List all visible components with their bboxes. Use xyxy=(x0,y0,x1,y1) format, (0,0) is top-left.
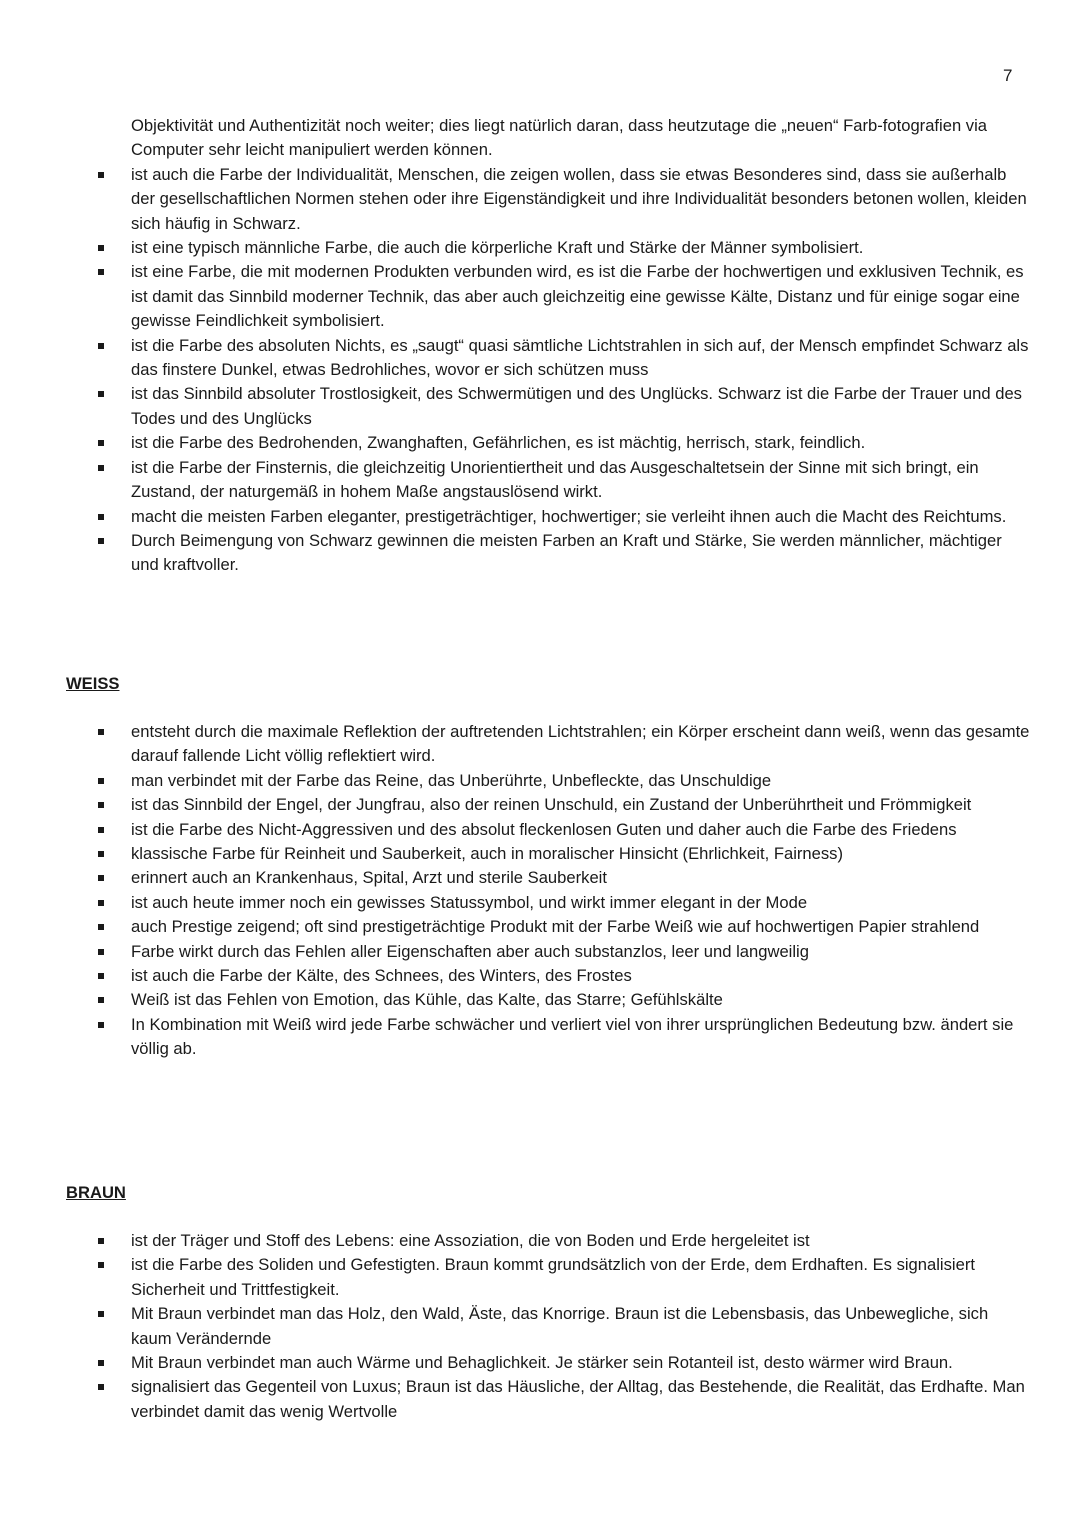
heading-weiss: WEISS xyxy=(66,674,120,693)
list-item: Farbe wirkt durch das Fehlen aller Eigenschaften aber auch substanzlos, leer und langweilig xyxy=(90,940,1030,964)
list-item: ist die Farbe des absoluten Nichts, es „saugt“ quasi sämtliche Lichtstrahlen in sich auf, der Mensch empfindet Schwarz als das finstere Dunkel, etwas Bedrohliches, wovor er sich schützen muss xyxy=(90,334,1030,383)
list-item: ist die Farbe des Nicht-Aggressiven und des absolut fleckenlosen Guten und daher auch die Farbe des Friedens xyxy=(90,818,1030,842)
section-weiss xyxy=(90,720,1030,1062)
list-item: ist die Farbe des Bedrohenden, Zwanghaften, Gefährlichen, es ist mächtig, herrisch, stark, feindlich. xyxy=(90,431,1030,455)
list-item: signalisiert das Gegenteil von Luxus; Braun ist das Häusliche, der Alltag, das Bestehende, die Realität, das Erdhafte. Man verbindet damit das wenig Wertvolle xyxy=(90,1375,1030,1424)
list-item: auch Prestige zeigend; oft sind prestigeträchtige Produkt mit der Farbe Weiß wie auf hochwertigen Papier strahlend xyxy=(90,915,1030,939)
list-item: Weiß ist das Fehlen von Emotion, das Kühle, das Kalte, das Starre; Gefühlskälte xyxy=(90,988,1030,1012)
list-item: ist der Träger und Stoff des Lebens: eine Assoziation, die von Boden und Erde hergeleitet ist xyxy=(90,1229,1030,1253)
list-item: man verbindet mit der Farbe das Reine, das Unberührte, Unbefleckte, das Unschuldige xyxy=(90,769,1030,793)
list-item: ist auch die Farbe der Kälte, des Schnees, des Winters, des Frostes xyxy=(90,964,1030,988)
section-schwarz xyxy=(90,114,1030,578)
list-item: ist das Sinnbild absoluter Trostlosigkeit, des Schwermütigen und des Unglücks. Schwarz ist die Farbe der Trauer und des Todes und des Unglücks xyxy=(90,382,1030,431)
weiss-list xyxy=(90,720,1030,1062)
list-item: klassische Farbe für Reinheit und Sauberkeit, auch in moralischer Hinsicht (Ehrlichkeit, Fairness) xyxy=(90,842,1030,866)
list-item: erinnert auch an Krankenhaus, Spital, Arzt und sterile Sauberkeit xyxy=(90,866,1030,890)
list-item: In Kombination mit Weiß wird jede Farbe schwächer und verliert viel von ihrer ursprünglichen Bedeutung bzw. ändert sie völlig ab. xyxy=(90,1013,1030,1062)
page-number: 7 xyxy=(1003,66,1013,85)
list-item: Durch Beimengung von Schwarz gewinnen die meisten Farben an Kraft und Stärke, Sie werden männlicher, mächtiger und kraftvoller. xyxy=(90,529,1030,578)
list-item: Mit Braun verbindet man das Holz, den Wald, Äste, das Knorrige. Braun ist die Lebensbasis, das Unbewegliche, sich kaum Verändernde xyxy=(90,1302,1030,1351)
list-item: Mit Braun verbindet man auch Wärme und Behaglichkeit. Je stärker sein Rotanteil ist, desto wärmer wird Braun. xyxy=(90,1351,1030,1375)
list-item: macht die meisten Farben eleganter, prestigeträchtiger, hochwertiger; sie verleiht ihnen auch die Macht des Reichtums. xyxy=(90,505,1030,529)
list-item: ist die Farbe des Soliden und Gefestigten. Braun kommt grundsätzlich von der Erde, dem Erdhaften. Es signalisiert Sicherheit und Trittfestigkeit. xyxy=(90,1253,1030,1302)
list-item: ist auch die Farbe der Individualität, Menschen, die zeigen wollen, dass sie etwas Besonderes sind, dass sie außerhalb der gesellschaftlichen Normen stehen oder ihre Eigenständigkeit und ihre Individualität besonders betonen wollen, kleiden sich häufig in Schwarz. xyxy=(90,163,1030,236)
schwarz-list xyxy=(90,163,1030,578)
list-item: ist die Farbe der Finsternis, die gleichzeitig Unorientiertheit und das Ausgeschaltetsein der Sinne mit sich bringt, ein Zustand, der naturgemäß in hohem Maße angstauslösend wirkt. xyxy=(90,456,1030,505)
continuation-text: Objektivität und Authentizität noch weiter; dies liegt natürlich daran, dass heutzutage die „neuen“ Farb-fotografien via Computer sehr leicht manipuliert werden können. xyxy=(131,116,988,160)
list-item: ist auch heute immer noch ein gewisses Statussymbol, und wirkt immer elegant in der Mode xyxy=(90,891,1030,915)
list-item: ist eine typisch männliche Farbe, die auch die körperliche Kraft und Stärke der Männer symbolisiert. xyxy=(90,236,1030,260)
list-item: ist eine Farbe, die mit modernen Produkten verbunden wird, es ist die Farbe der hochwertigen und exklusiven Technik, es ist damit das Sinnbild moderner Technik, das aber auch gleichzeitig eine gewisse Kälte, Distanz und für einige sogar eine gewisse Feindlichkeit symbolisiert. xyxy=(90,260,1030,333)
heading-braun: BRAUN xyxy=(66,1183,126,1202)
section-braun xyxy=(90,1229,1030,1424)
list-item: ist das Sinnbild der Engel, der Jungfrau, also der reinen Unschuld, ein Zustand der Unberührtheit und Frömmigkeit xyxy=(90,793,1030,817)
braun-list xyxy=(90,1229,1030,1424)
list-item: entsteht durch die maximale Reflektion der auftretenden Lichtstrahlen; ein Körper erscheint dann weiß, wenn das gesamte darauf fallende Licht völlig reflektiert wird. xyxy=(90,720,1030,769)
